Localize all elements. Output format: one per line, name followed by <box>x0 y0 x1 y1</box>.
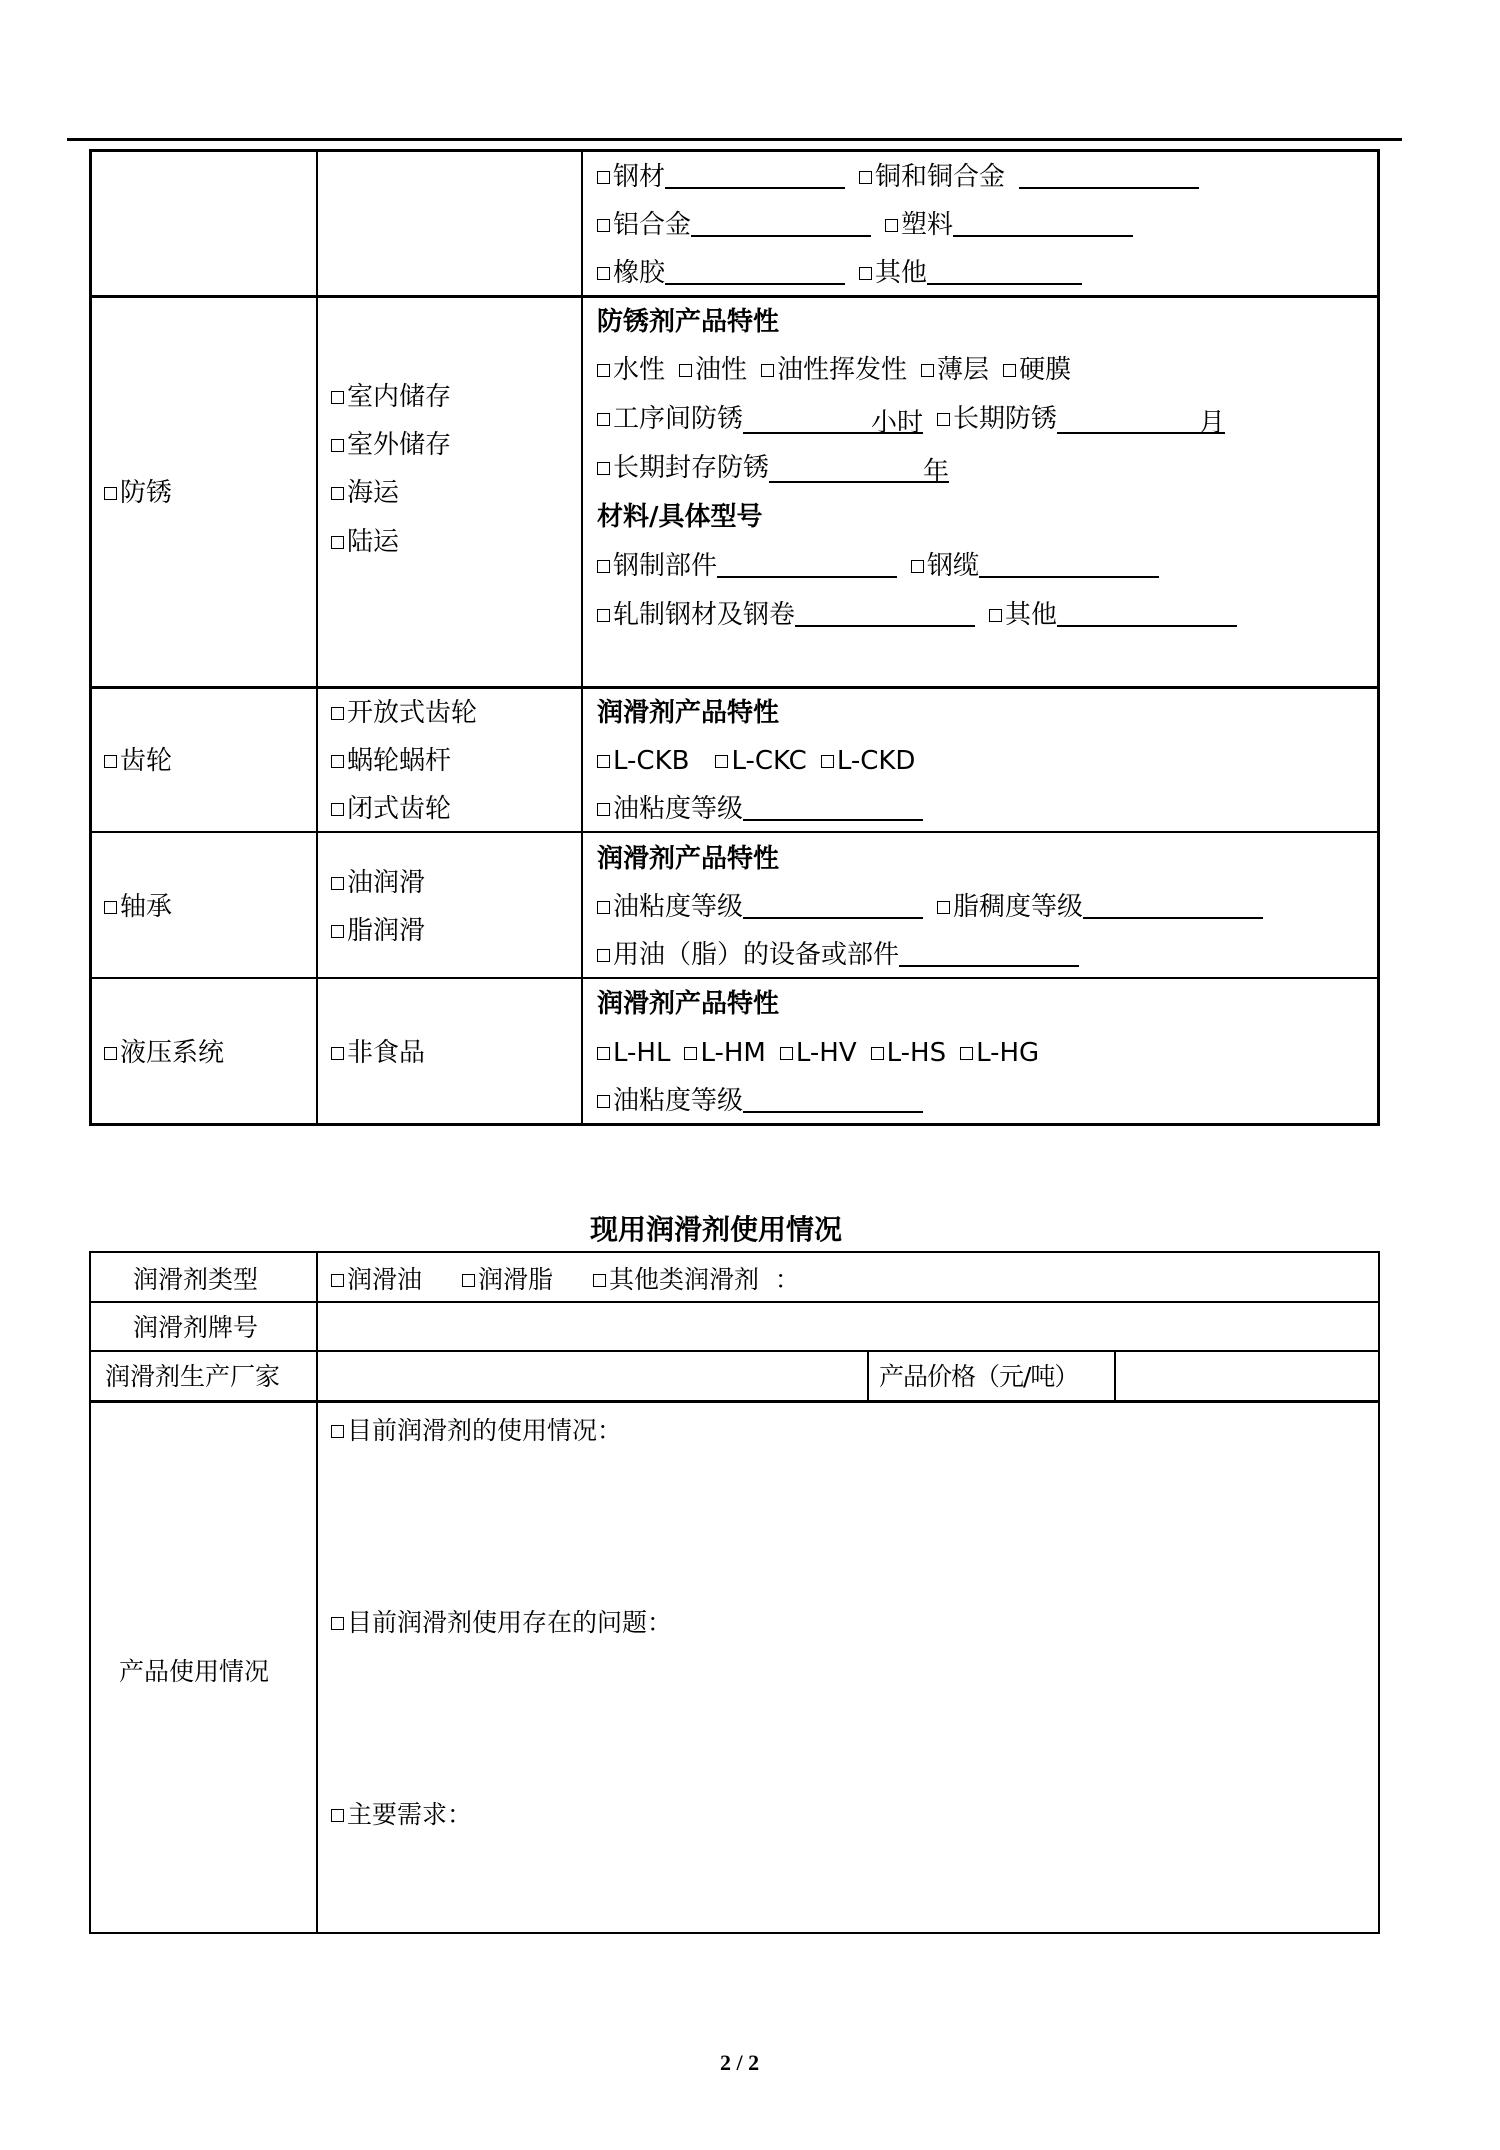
gear-grade-options <box>597 744 915 778</box>
page-number: 2 / 2 <box>720 2050 760 2075</box>
fill-blank[interactable] <box>665 161 845 189</box>
seal-rust-row <box>597 451 949 485</box>
fill-blank[interactable] <box>795 599 975 627</box>
condition-option[interactable]: 开放式齿轮 <box>331 696 477 730</box>
viscosity-field[interactable] <box>743 1085 923 1113</box>
checkbox[interactable] <box>715 755 728 768</box>
material-option-copper[interactable]: 铜和铜合金 <box>859 162 1005 192</box>
condition-option[interactable]: 海运 <box>331 476 399 510</box>
checkbox[interactable] <box>593 1274 606 1287</box>
checkbox[interactable] <box>859 171 872 184</box>
price-label: 产品价格（元/吨） <box>879 1362 1079 1391</box>
checkbox[interactable] <box>104 487 117 500</box>
equipment-option[interactable]: 用油（脂）的设备或部件 <box>597 940 899 970</box>
checkbox[interactable] <box>679 364 692 377</box>
condition-option[interactable]: 油润滑 <box>331 866 425 900</box>
usage-problems[interactable]: 目前润滑剂使用存在的问题： <box>331 1606 672 1640</box>
checkbox[interactable] <box>331 755 344 768</box>
category-bearings[interactable]: 轴承 <box>104 890 172 924</box>
checkbox[interactable] <box>597 413 610 426</box>
section-heading: 材料/具体型号 <box>597 502 763 532</box>
condition-option[interactable]: 陆运 <box>331 525 399 559</box>
viscosity-option[interactable]: 油粘度等级 <box>597 794 743 824</box>
viscosity-row <box>597 792 923 826</box>
fill-blank[interactable] <box>691 209 871 237</box>
fill-blank[interactable] <box>979 550 1159 578</box>
checkbox[interactable] <box>331 803 344 816</box>
viscosity-row <box>597 1084 923 1118</box>
checkbox[interactable] <box>104 1047 117 1060</box>
checkbox[interactable] <box>597 1095 610 1108</box>
brand-field[interactable] <box>320 1304 1378 1349</box>
checkbox[interactable] <box>331 1809 344 1822</box>
checkbox[interactable] <box>331 487 344 500</box>
type-option-grease[interactable]: 润滑脂 <box>462 1265 553 1294</box>
rust-type-option[interactable]: 薄层 <box>921 355 989 385</box>
price-field[interactable] <box>1118 1353 1378 1399</box>
condition-option[interactable]: 室内储存 <box>331 380 451 414</box>
checkbox[interactable] <box>597 364 610 377</box>
material-option-aluminum[interactable]: 铝合金 <box>597 210 691 240</box>
material-option-other[interactable]: 其他 <box>859 258 927 288</box>
checkbox[interactable] <box>1003 364 1016 377</box>
section-heading: 润滑剂产品特性 <box>597 698 780 728</box>
table2-row-divider <box>90 1400 1379 1403</box>
part-options-row <box>597 598 1237 632</box>
rust-type-option[interactable]: 水性 <box>597 355 665 385</box>
checkbox[interactable] <box>331 925 344 938</box>
checkbox[interactable] <box>597 267 610 280</box>
rust-type-option[interactable]: 油性 <box>679 355 747 385</box>
brand-label: 润滑剂牌号 <box>133 1313 259 1342</box>
type-options <box>331 1263 800 1297</box>
rust-type-option[interactable]: 油性挥发性 <box>761 355 907 385</box>
process-rust-option[interactable]: 工序间防锈 <box>597 404 743 434</box>
table1-row-divider <box>90 295 1379 298</box>
checkbox[interactable] <box>597 949 610 962</box>
category-gears[interactable]: 齿轮 <box>104 744 172 778</box>
viscosity-option[interactable]: 油粘度等级 <box>597 1086 743 1116</box>
checkbox[interactable] <box>597 219 610 232</box>
type-option-other[interactable]: 其他类润滑剂 ： <box>593 1265 800 1294</box>
checkbox[interactable] <box>597 609 610 622</box>
checkbox[interactable] <box>960 1047 973 1060</box>
checkbox[interactable] <box>331 1047 344 1060</box>
table2-row-divider <box>90 1301 1379 1303</box>
condition-option[interactable]: 非食品 <box>331 1036 425 1070</box>
material-option-plastic[interactable]: 塑料 <box>885 210 953 240</box>
category-rust-prevention[interactable]: 防锈 <box>104 476 172 510</box>
consistency-option[interactable]: 脂稠度等级 <box>937 892 1083 922</box>
checkbox[interactable] <box>331 536 344 549</box>
part-option-steel-parts[interactable]: 钢制部件 <box>597 551 717 581</box>
rust-type-option[interactable]: 硬膜 <box>1003 355 1071 385</box>
checkbox[interactable] <box>921 364 934 377</box>
section-title: 现用润滑剂使用情况 <box>590 1213 843 1246</box>
checkbox[interactable] <box>937 413 950 426</box>
price-cell-divider <box>1114 1351 1116 1401</box>
section-heading: 防锈剂产品特性 <box>597 307 780 337</box>
condition-option[interactable]: 脂润滑 <box>331 914 425 948</box>
equipment-field[interactable] <box>899 939 1079 967</box>
checkbox[interactable] <box>331 1274 344 1287</box>
material-options-row <box>597 256 1082 290</box>
hydraulic-grade-options <box>597 1036 1039 1070</box>
checkbox[interactable] <box>684 1047 697 1060</box>
rust-type-options <box>597 353 1071 387</box>
maker-field[interactable] <box>320 1353 865 1399</box>
checkbox[interactable] <box>331 439 344 452</box>
table2-row-divider <box>90 1350 1379 1352</box>
checkbox[interactable] <box>104 755 117 768</box>
condition-option[interactable]: 室外储存 <box>331 428 451 462</box>
type-option-oil[interactable]: 润滑油 <box>331 1265 422 1294</box>
grade-option[interactable]: L-HS <box>871 1038 946 1068</box>
grade-option[interactable]: L-HG <box>960 1038 1039 1068</box>
condition-option[interactable]: 闭式齿轮 <box>331 792 451 826</box>
table1-row-divider <box>90 977 1379 979</box>
checkbox[interactable] <box>937 901 950 914</box>
checkbox[interactable] <box>859 267 872 280</box>
rust-duration-row <box>597 402 1225 436</box>
process-rust-hours-field[interactable]: 小时 <box>743 406 923 434</box>
usage-current[interactable]: 目前润滑剂的使用情况： <box>331 1414 622 1448</box>
fill-blank[interactable] <box>1057 599 1237 627</box>
checkbox[interactable] <box>871 1047 884 1060</box>
checkbox[interactable] <box>885 219 898 232</box>
fill-blank[interactable] <box>1019 161 1199 189</box>
long-rust-option[interactable]: 长期防锈 <box>937 404 1057 434</box>
long-rust-months-field[interactable]: 月 <box>1057 406 1225 434</box>
part-option-other[interactable]: 其他 <box>989 600 1057 630</box>
part-option-steel-cable[interactable]: 钢缆 <box>911 551 979 581</box>
table1-row-divider <box>90 831 1379 833</box>
usage-label: 产品使用情况 <box>119 1657 270 1686</box>
seal-rust-years-field[interactable]: 年 <box>769 455 949 483</box>
viscosity-field[interactable] <box>743 891 923 919</box>
fill-blank[interactable] <box>665 257 845 285</box>
checkbox[interactable] <box>597 1047 610 1060</box>
price-cell-divider <box>867 1351 869 1401</box>
checkbox[interactable] <box>331 391 344 404</box>
checkbox[interactable] <box>597 803 610 816</box>
checkbox[interactable] <box>597 560 610 573</box>
material-options-row <box>597 160 1199 194</box>
checkbox[interactable] <box>821 755 834 768</box>
condition-option[interactable]: 蜗轮蜗杆 <box>331 744 451 778</box>
grade-option[interactable]: L-HL <box>597 1038 670 1068</box>
grade-option[interactable]: L-CKD <box>821 746 916 776</box>
header-rule <box>67 138 1402 141</box>
usage-requirements[interactable]: 主要需求： <box>331 1798 472 1832</box>
fill-blank[interactable] <box>717 550 897 578</box>
checkbox[interactable] <box>331 707 344 720</box>
viscosity-field[interactable] <box>743 793 923 821</box>
viscosity-option[interactable]: 油粘度等级 <box>597 892 743 922</box>
seal-rust-option[interactable]: 长期封存防锈 <box>597 453 769 483</box>
checkbox[interactable] <box>104 901 117 914</box>
equipment-row <box>597 938 1079 972</box>
checkbox[interactable] <box>989 609 1002 622</box>
type-label: 润滑剂类型 <box>133 1265 259 1294</box>
table2-col-divider <box>316 1252 318 1933</box>
checkbox[interactable] <box>331 877 344 890</box>
grade-fields-row <box>597 890 1263 924</box>
checkbox[interactable] <box>911 560 924 573</box>
checkbox[interactable] <box>780 1047 793 1060</box>
grade-option[interactable]: L-HM <box>684 1038 765 1068</box>
grade-option[interactable]: L-CKC <box>715 746 806 776</box>
table1-row-divider <box>90 686 1379 689</box>
part-options-row <box>597 549 1159 583</box>
checkbox[interactable] <box>597 171 610 184</box>
checkbox[interactable] <box>597 901 610 914</box>
section-heading: 润滑剂产品特性 <box>597 844 780 874</box>
material-option-rubber[interactable]: 橡胶 <box>597 258 665 288</box>
maker-label: 润滑剂生产厂家 <box>105 1362 281 1391</box>
grade-option[interactable]: L-CKB <box>597 746 689 776</box>
checkbox[interactable] <box>597 462 610 475</box>
checkbox[interactable] <box>331 1617 344 1630</box>
material-option-steel[interactable]: 钢材 <box>597 162 665 192</box>
grade-option[interactable]: L-HV <box>780 1038 857 1068</box>
fill-blank[interactable] <box>927 257 1082 285</box>
material-options-row <box>597 208 1133 242</box>
fill-blank[interactable] <box>953 209 1133 237</box>
checkbox[interactable] <box>462 1274 475 1287</box>
checkbox[interactable] <box>761 364 774 377</box>
checkbox[interactable] <box>597 755 610 768</box>
consistency-field[interactable] <box>1083 891 1263 919</box>
checkbox[interactable] <box>331 1425 344 1438</box>
section-heading: 润滑剂产品特性 <box>597 989 780 1019</box>
part-option-rolled-steel[interactable]: 轧制钢材及钢卷 <box>597 600 795 630</box>
category-hydraulic[interactable]: 液压系统 <box>104 1036 224 1070</box>
